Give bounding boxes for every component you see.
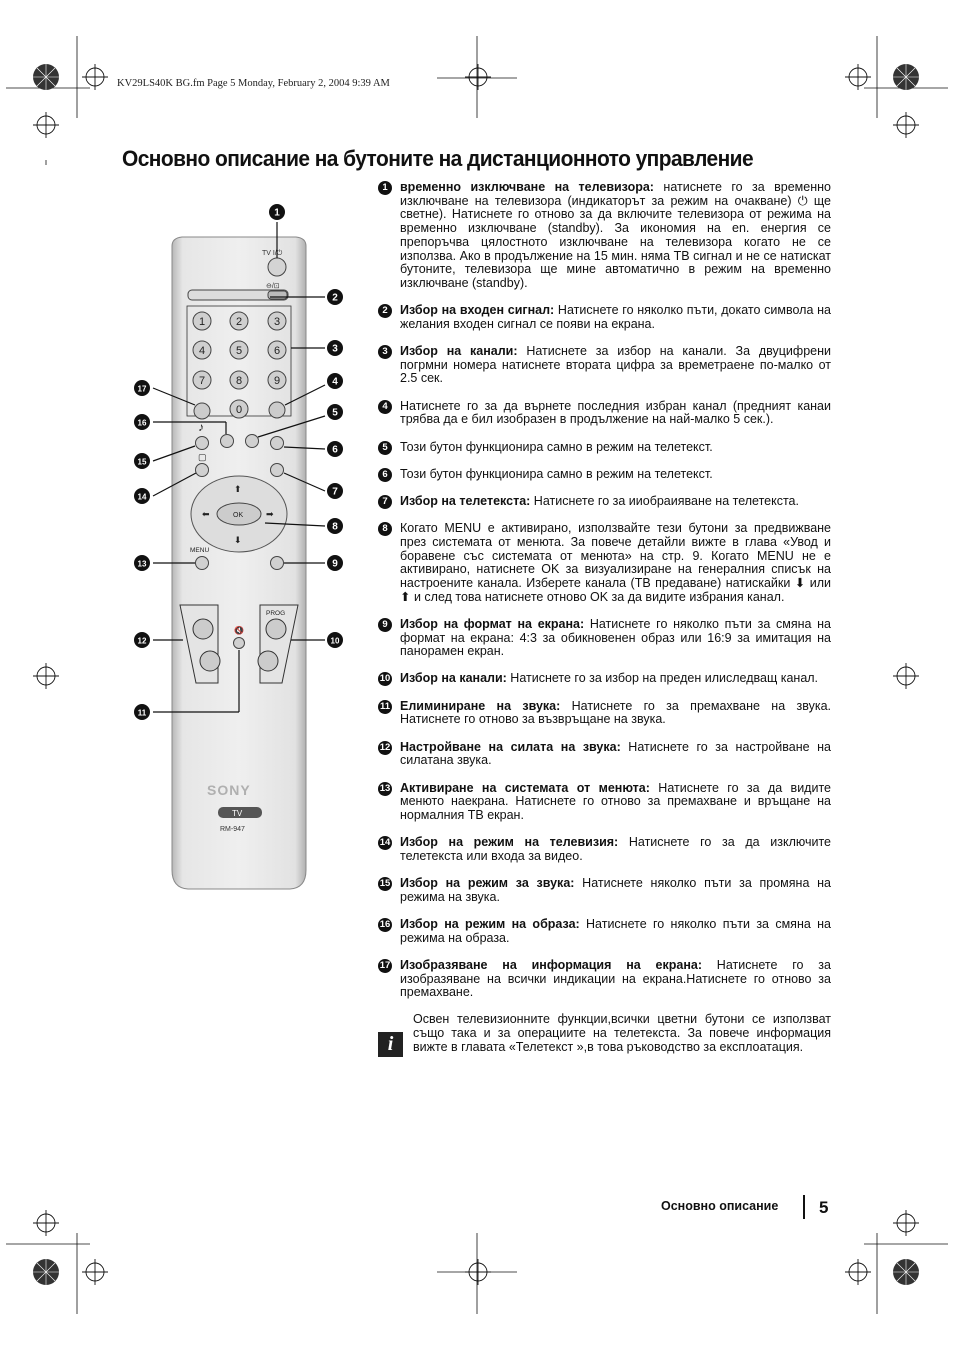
digit-button-6[interactable]	[268, 341, 286, 359]
callout-15	[134, 453, 150, 469]
svg-text:1: 1	[274, 207, 280, 219]
svg-text:3: 3	[332, 343, 338, 355]
svg-text:3: 3	[273, 316, 281, 328]
tv-power-label: TV I/⏻	[262, 250, 283, 257]
item-text: натиснете го за временно изключване на телевизора (индикаторът за режим на очакване) ⏻ ще светне). Натиснете го отново за да включите телевизора от режима на временно изключване (standby). За икономия на en. енергия се препоръчва цялостното изключване на телевизора когато не се използва. Ако в продължение на 15 мин. няма ТВ сигнал и не се натискат бутоните, телевизора ще мине автоматично в режим на временно изключване (standby).	[400, 180, 831, 290]
info-icon: i	[378, 1032, 403, 1057]
item-heading: Избор на режим на телевизия:	[400, 835, 619, 850]
svg-text:4: 4	[332, 376, 338, 388]
volume-up-button	[193, 619, 213, 639]
description-item-11	[378, 700, 831, 727]
menu-button	[196, 557, 209, 570]
digit-button-8[interactable]	[230, 371, 248, 389]
svg-text:17: 17	[137, 384, 147, 394]
item-text: Натиснете го за премахване на звука. Натиснете го отново за възвръщане на звука.	[400, 698, 831, 727]
note-text: Освен телевизионните функции,всички цветни бутони се използват също така и за операциите на телетекста. За повече информация вижте в главата «Телетекст »,в това ръководство за експлоатация.	[413, 1012, 831, 1054]
svg-text:MENU: MENU	[190, 547, 210, 554]
item-text: Когато MENU е активирано, използвайте тези бутони за предвижване през системата от менюта. За повече детайли вижте в глава «Увод и боравене със системата от менюта» на стр. 9. Когато MENU не е активирано, натиснете OK за визуализиране на генералния списък на настроените канала. Изберете канала (ТВ предаване) натискайки ⬇ или ⬆ и след това натиснете отново OK за да видите избрания канал.	[400, 521, 831, 604]
svg-text:⬆: ⬆	[234, 484, 242, 494]
description-item-13	[378, 782, 831, 823]
item-text: Натиснете за избор на канали. За двуцифрени погрмни номера натиснете втората цифра за времетраене по-малко от 2.5 сек.	[400, 344, 831, 386]
description-item-17	[378, 959, 831, 1000]
callout-2	[327, 289, 343, 305]
item-number-badge: 2	[378, 304, 392, 318]
description-item-3	[378, 345, 831, 386]
item-text: Натиснете го за изобразяване на всички индикации на екрана.Натиснете го отново за премахване.	[400, 957, 831, 1000]
svg-text:8: 8	[332, 521, 338, 533]
item-heading: Изобразяване на информация на екрана:	[400, 957, 702, 972]
svg-text:OK: OK	[233, 512, 244, 519]
item-number-badge: 5	[378, 441, 392, 455]
digit-button-1[interactable]	[193, 312, 211, 330]
item-number-badge: 1	[378, 181, 392, 195]
callout-7	[327, 483, 343, 499]
callout-14	[134, 488, 150, 504]
item-text: Натиснете го за да върнете последния избран канал (предният канаи трябва да е бил изобразен в продължение на най-малко 5 сек.).	[400, 398, 831, 427]
sony-logo: SONY	[207, 782, 251, 798]
svg-text:6: 6	[332, 444, 338, 456]
svg-text:5: 5	[332, 407, 338, 419]
item-heading: временно изключване на телевизора:	[400, 180, 654, 194]
item-number-badge: 17	[379, 959, 391, 971]
item-text: Този бутон функционира самно в режим на телетекст.	[400, 466, 713, 481]
info-button	[194, 403, 210, 419]
item-text: Натиснете го няколко пъти, докато символа на желания входен сигнал се появи на екрана.	[400, 303, 831, 331]
description-item-7	[378, 495, 831, 509]
description-item-2	[378, 304, 831, 331]
item-heading: Избор на канали:	[400, 344, 518, 359]
prog-up-button	[266, 619, 286, 639]
item-number-badge: 4	[378, 400, 392, 414]
svg-text:16: 16	[137, 418, 147, 428]
description-item-10	[378, 672, 831, 686]
svg-text:11: 11	[137, 708, 147, 718]
teletext-button-6	[271, 437, 284, 450]
svg-text:⊖/⊡: ⊖/⊡	[266, 283, 280, 290]
item-number-badge: 7	[378, 495, 392, 509]
digit-button-9[interactable]	[268, 371, 286, 389]
item-heading: Избор на режим за звука:	[400, 876, 575, 891]
svg-text:9: 9	[332, 558, 338, 570]
footer-divider	[803, 1195, 805, 1219]
prog-down-button	[258, 651, 278, 671]
digit-button-2[interactable]	[230, 312, 248, 330]
callout-3	[327, 340, 343, 356]
item-number-badge: 3	[378, 345, 392, 359]
svg-text:8: 8	[235, 375, 243, 387]
item-number-badge: 9	[378, 618, 392, 632]
svg-text:2: 2	[235, 316, 243, 328]
description-item-6	[378, 468, 831, 482]
svg-text:▢: ▢	[198, 452, 207, 462]
footer-section-label: Основно описание	[661, 1199, 779, 1213]
item-text: Натиснете го за да видите менюто наекрана. Натиснете го отново за премахване и връщане на нормалния ТВ екран.	[400, 780, 831, 822]
svg-text:♪: ♪	[198, 420, 204, 434]
svg-text:PROG: PROG	[266, 610, 286, 617]
svg-text:12: 12	[137, 636, 147, 646]
callout-12	[134, 632, 150, 648]
item-number-badge: 14	[379, 837, 391, 849]
power-button	[268, 258, 286, 276]
svg-text:6: 6	[273, 345, 281, 357]
screen-format-button	[271, 557, 284, 570]
svg-text:14: 14	[137, 492, 147, 502]
svg-text:0: 0	[235, 404, 243, 416]
item-number-badge: 15	[379, 878, 391, 890]
item-text: Натиснете го за ииобраияване на телетекста.	[530, 493, 799, 508]
item-heading: Настройване на силата на звука:	[400, 739, 621, 754]
svg-text:⬅: ⬅	[202, 509, 210, 519]
item-number-badge: 8	[378, 522, 392, 536]
callout-11	[134, 704, 150, 720]
svg-text:⬇: ⬇	[234, 535, 242, 545]
svg-text:13: 13	[137, 559, 147, 569]
item-text: Натиснете няколко пъти за промяна на режима на звука.	[400, 876, 831, 904]
callout-13	[134, 555, 150, 571]
description-item-4	[378, 400, 831, 427]
item-text: Натиснете го за избор на преден илиследващ канал.	[506, 671, 819, 686]
tv-mode-button	[196, 464, 209, 477]
callout-5	[327, 404, 343, 420]
svg-text:5: 5	[235, 345, 243, 357]
description-item-1	[378, 181, 831, 291]
callout-9	[327, 555, 343, 571]
button-descriptions	[378, 181, 831, 1055]
item-heading: Избор на телетекста:	[400, 493, 531, 508]
item-heading: Избор на входен сигнал:	[400, 303, 555, 318]
item-number-badge: 13	[379, 782, 391, 794]
callout-6	[327, 441, 343, 457]
svg-text:7: 7	[198, 375, 206, 387]
mute-button	[234, 638, 245, 649]
item-heading: Избор на формат на екрана:	[400, 616, 585, 631]
description-item-14	[378, 836, 831, 863]
item-text: Натиснете го за да изключите телетекста или входа за видео.	[400, 835, 832, 863]
item-heading: Избор на режим на образа:	[400, 916, 580, 931]
sound-mode-button	[196, 437, 209, 450]
description-item-5	[378, 441, 831, 455]
digit-button-7[interactable]	[193, 371, 211, 389]
svg-text:🔇: 🔇	[234, 626, 244, 635]
model-label: RM-947	[220, 826, 245, 833]
callout-10	[327, 632, 343, 648]
file-header: KV29LS40K BG.fm Page 5 Monday, February 2, 2004 9:39 AM	[117, 78, 390, 89]
page-number: 5	[819, 1198, 829, 1217]
svg-text:9: 9	[273, 375, 281, 387]
digit-button-4[interactable]	[193, 341, 211, 359]
svg-text:1: 1	[198, 316, 206, 328]
svg-text:7: 7	[332, 486, 338, 498]
item-text: Натиснете го няколко пъти за смяна на режима на образа.	[400, 916, 831, 945]
volume-down-button	[200, 651, 220, 671]
callout-17	[134, 380, 150, 396]
description-item-16	[378, 918, 831, 945]
jump-button	[269, 402, 285, 418]
svg-text:TV: TV	[232, 809, 243, 818]
item-text: Този бутон функционира самно в режим на телетекст.	[400, 439, 713, 454]
item-number-badge: 16	[379, 918, 391, 930]
description-item-8	[378, 522, 831, 604]
svg-text:10: 10	[330, 636, 340, 646]
description-item-9	[378, 618, 831, 659]
item-number-badge: 6	[378, 468, 392, 482]
item-text: Натиснете го за настройване на силатана звука.	[400, 739, 831, 768]
description-item-12	[378, 741, 831, 768]
teletext-button	[271, 464, 284, 477]
digit-button-5[interactable]	[230, 341, 248, 359]
svg-text:15: 15	[137, 457, 147, 467]
description-item-15	[378, 877, 831, 904]
item-heading: Елиминиране на звука:	[400, 698, 561, 713]
page-title: Основно описание на бутоните на дистанционното управление	[122, 146, 754, 171]
item-number-badge: 10	[379, 673, 391, 685]
callout-8	[327, 518, 343, 534]
svg-text:4: 4	[198, 345, 206, 357]
item-number-badge: 12	[379, 741, 391, 753]
digit-button-0[interactable]	[230, 400, 248, 418]
info-note	[378, 1013, 831, 1054]
item-text: Натиснете го няколко пъти за смяна на формат на екрана: 4:3 за обикновенен образ или 16:9 за имитация на панорамен екран.	[400, 616, 831, 659]
digit-button-3[interactable]	[268, 312, 286, 330]
picture-mode-button	[221, 435, 234, 448]
item-number-badge: 11	[379, 700, 391, 712]
teletext-button-5	[246, 435, 259, 448]
item-heading: Активиране на системата от менюта:	[400, 780, 650, 795]
callout-4	[327, 373, 343, 389]
callout-1	[269, 204, 285, 220]
item-heading: Избор на канали:	[400, 671, 507, 686]
svg-text:2: 2	[332, 292, 338, 304]
input-select-button	[268, 291, 287, 299]
svg-text:➡: ➡	[266, 509, 274, 519]
callout-16	[134, 414, 150, 430]
